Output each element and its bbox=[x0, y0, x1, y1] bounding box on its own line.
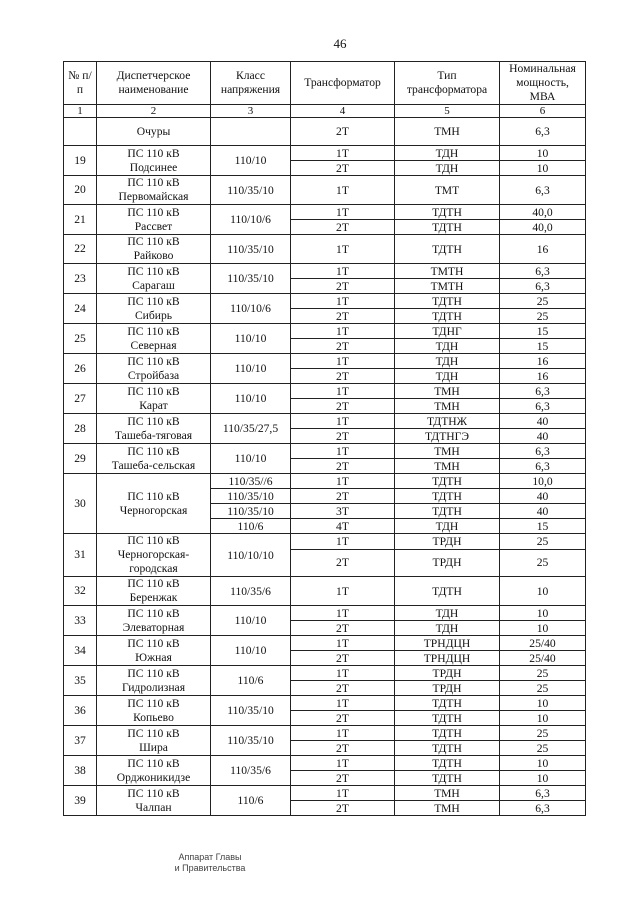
rated-power: 10 bbox=[500, 161, 586, 176]
transformer-type: ТРНДЦН bbox=[395, 651, 500, 666]
transformer-type: ТДН bbox=[395, 146, 500, 161]
dispatch-name bbox=[97, 146, 211, 176]
row-number: 26 bbox=[64, 354, 97, 384]
transformer-type: ТДТН bbox=[395, 577, 500, 606]
row-number: 29 bbox=[64, 444, 97, 474]
transformer-id: 1Т bbox=[291, 176, 395, 205]
transformer-type: ТМН bbox=[395, 459, 500, 474]
col-number: 4 bbox=[291, 105, 395, 118]
rated-power: 40 bbox=[500, 429, 586, 444]
header-name: Диспетчерское наименование bbox=[97, 62, 211, 105]
table-row bbox=[64, 118, 586, 146]
row-number: 30 bbox=[64, 474, 97, 534]
dispatch-name-line: ПС 110 кВ bbox=[127, 414, 180, 428]
dispatch-name bbox=[97, 444, 211, 474]
rated-power: 25 bbox=[500, 741, 586, 756]
transformer-type: ТДН bbox=[395, 606, 500, 621]
transformer-type: ТДН bbox=[395, 621, 500, 636]
transformer-type: ТДТН bbox=[395, 235, 500, 264]
transformer-type: ТДН bbox=[395, 369, 500, 384]
rated-power: 40 bbox=[500, 489, 586, 504]
transformer-type: ТДТН bbox=[395, 504, 500, 519]
voltage-class: 110/35/27,5 bbox=[211, 414, 291, 444]
dispatch-name-line: ПС 110 кВ bbox=[127, 324, 180, 338]
row-number: 21 bbox=[64, 205, 97, 235]
rated-power: 25 bbox=[500, 681, 586, 696]
col-number: 6 bbox=[500, 105, 586, 118]
row-number bbox=[64, 118, 97, 146]
dispatch-name-line: ПС 110 кВ bbox=[127, 786, 180, 800]
transformer-type: ТМН bbox=[395, 801, 500, 816]
dispatch-name bbox=[97, 324, 211, 354]
table-row bbox=[64, 384, 586, 399]
table-row bbox=[64, 294, 586, 309]
transformer-type: ТДТН bbox=[395, 696, 500, 711]
dispatch-name-line: ПС 110 кВ bbox=[127, 146, 180, 160]
footer-stamp bbox=[160, 852, 260, 874]
rated-power: 25 bbox=[500, 534, 586, 550]
transformer-type: ТДТН bbox=[395, 489, 500, 504]
transformer-id: 2Т bbox=[291, 771, 395, 786]
transformer-id: 1Т bbox=[291, 235, 395, 264]
transformer-id: 2Т bbox=[291, 399, 395, 414]
transformer-id: 1Т bbox=[291, 666, 395, 681]
dispatch-name-line: Элеваторная bbox=[122, 620, 185, 634]
table-row bbox=[64, 636, 586, 651]
transformer-id: 1Т bbox=[291, 474, 395, 489]
transformer-type: ТМН bbox=[395, 786, 500, 801]
row-number: 36 bbox=[64, 696, 97, 726]
dispatch-name bbox=[97, 534, 211, 577]
row-number: 31 bbox=[64, 534, 97, 577]
rated-power: 6,3 bbox=[500, 279, 586, 294]
dispatch-name bbox=[97, 235, 211, 264]
rated-power: 6,3 bbox=[500, 801, 586, 816]
voltage-class: 110/10/6 bbox=[211, 294, 291, 324]
voltage-class: 110/35/6 bbox=[211, 756, 291, 786]
dispatch-name bbox=[97, 294, 211, 324]
transformer-id: 2Т bbox=[291, 681, 395, 696]
rated-power: 10 bbox=[500, 606, 586, 621]
dispatch-name bbox=[97, 726, 211, 756]
footer-line: и Правительства bbox=[174, 863, 246, 873]
voltage-class: 110/6 bbox=[211, 519, 291, 534]
row-number: 22 bbox=[64, 235, 97, 264]
table-row bbox=[64, 786, 586, 801]
rated-power: 10 bbox=[500, 711, 586, 726]
dispatch-name bbox=[97, 636, 211, 666]
transformer-type: ТМТ bbox=[395, 176, 500, 205]
rated-power: 10 bbox=[500, 771, 586, 786]
transformer-id: 1Т bbox=[291, 534, 395, 550]
rated-power: 10 bbox=[500, 146, 586, 161]
dispatch-name-line: ПС 110 кВ bbox=[127, 384, 180, 398]
dispatch-name bbox=[97, 666, 211, 696]
dispatch-name bbox=[97, 786, 211, 816]
dispatch-name-line: Северная bbox=[130, 338, 177, 352]
transformer-id: 1Т bbox=[291, 294, 395, 309]
transformer-id: 2Т bbox=[291, 339, 395, 354]
transformer-id: 2Т bbox=[291, 621, 395, 636]
transformer-type: ТДТН bbox=[395, 726, 500, 741]
dispatch-name-line: ПС 110 кВ bbox=[127, 489, 180, 503]
row-number: 35 bbox=[64, 666, 97, 696]
dispatch-name-line: ПС 110 кВ bbox=[127, 444, 180, 458]
dispatch-name-line: Чалпан bbox=[135, 800, 172, 814]
voltage-class: 110/35/10 bbox=[211, 264, 291, 294]
rated-power: 40,0 bbox=[500, 205, 586, 220]
rated-power: 6,3 bbox=[500, 786, 586, 801]
dispatch-name-line: ПС 110 кВ bbox=[127, 294, 180, 308]
transformer-id: 1Т bbox=[291, 205, 395, 220]
dispatch-name-line: ПС 110 кВ bbox=[127, 666, 180, 680]
dispatch-name-line: Очуры bbox=[136, 124, 171, 138]
transformer-type: ТДН bbox=[395, 339, 500, 354]
table-row bbox=[64, 205, 586, 220]
dispatch-name-line: Гидролизная bbox=[121, 680, 186, 694]
table-row bbox=[64, 534, 586, 550]
table-row bbox=[64, 666, 586, 681]
transformer-id: 1Т bbox=[291, 696, 395, 711]
row-number: 38 bbox=[64, 756, 97, 786]
transformer-id: 2Т bbox=[291, 309, 395, 324]
rated-power: 10 bbox=[500, 756, 586, 771]
transformer-type: ТДНГ bbox=[395, 324, 500, 339]
dispatch-name bbox=[97, 205, 211, 235]
table-row bbox=[64, 414, 586, 429]
table-row bbox=[64, 444, 586, 459]
table-row bbox=[64, 264, 586, 279]
row-number: 34 bbox=[64, 636, 97, 666]
voltage-class: 110/10 bbox=[211, 606, 291, 636]
col-number: 2 bbox=[97, 105, 211, 118]
transformer-type: ТДТН bbox=[395, 741, 500, 756]
table-row bbox=[64, 235, 586, 264]
rated-power: 10,0 bbox=[500, 474, 586, 489]
voltage-class: 110/35/10 bbox=[211, 235, 291, 264]
rated-power: 25 bbox=[500, 549, 586, 576]
dispatch-name-line: ПС 110 кВ bbox=[127, 726, 180, 740]
transformer-type: ТДН bbox=[395, 161, 500, 176]
transformer-type: ТМТН bbox=[395, 279, 500, 294]
transformer-id: 2Т bbox=[291, 651, 395, 666]
rated-power: 25 bbox=[500, 294, 586, 309]
table-body bbox=[64, 118, 586, 816]
table-row bbox=[64, 354, 586, 369]
dispatch-name bbox=[97, 118, 211, 146]
col-number: 5 bbox=[395, 105, 500, 118]
dispatch-name-line: ПС 110 кВ bbox=[127, 235, 180, 248]
dispatch-name-line: ПС 110 кВ bbox=[127, 176, 180, 189]
col-number: 1 bbox=[64, 105, 97, 118]
row-number: 27 bbox=[64, 384, 97, 414]
rated-power: 6,3 bbox=[500, 399, 586, 414]
dispatch-name-line: Южная bbox=[135, 650, 172, 664]
page-number: 46 bbox=[333, 36, 347, 51]
transformer-type: ТДТН bbox=[395, 309, 500, 324]
dispatch-name-line: Стройбаза bbox=[127, 368, 180, 382]
table-row bbox=[64, 606, 586, 621]
transformer-type: ТДТНЖ bbox=[395, 414, 500, 429]
voltage-class: 110/6 bbox=[211, 786, 291, 816]
dispatch-name bbox=[97, 354, 211, 384]
voltage-class: 110/10/10 bbox=[211, 534, 291, 577]
transformer-type: ТРДН bbox=[395, 534, 500, 550]
row-number: 24 bbox=[64, 294, 97, 324]
transformer-id: 1Т bbox=[291, 636, 395, 651]
rated-power: 25 bbox=[500, 309, 586, 324]
rated-power: 6,3 bbox=[500, 444, 586, 459]
voltage-class: 110/35/6 bbox=[211, 577, 291, 606]
table-row bbox=[64, 756, 586, 771]
voltage-class: 110/10 bbox=[211, 384, 291, 414]
transformer-type: ТРНДЦН bbox=[395, 636, 500, 651]
row-number: 25 bbox=[64, 324, 97, 354]
dispatch-name-line: Рассвет bbox=[134, 219, 173, 233]
dispatch-name-line: Райково bbox=[133, 249, 174, 262]
dispatch-name-line: Ташеба-тяговая bbox=[114, 428, 193, 442]
transformer-id: 1Т bbox=[291, 146, 395, 161]
row-number: 39 bbox=[64, 786, 97, 816]
row-number: 37 bbox=[64, 726, 97, 756]
voltage-class: 110/10 bbox=[211, 324, 291, 354]
row-number: 20 bbox=[64, 176, 97, 205]
dispatch-name-line: ПС 110 кВ bbox=[127, 606, 180, 620]
transformer-id: 2Т bbox=[291, 459, 395, 474]
transformer-id: 2Т bbox=[291, 369, 395, 384]
transformer-id: 2Т bbox=[291, 711, 395, 726]
rated-power: 6,3 bbox=[500, 264, 586, 279]
voltage-class: 110/35/10 bbox=[211, 504, 291, 519]
transformer-type: ТДТНГЭ bbox=[395, 429, 500, 444]
dispatch-name bbox=[97, 414, 211, 444]
dispatch-name-line: Ташеба-сельская bbox=[111, 458, 196, 472]
dispatch-name-line: ПС 110 кВ bbox=[127, 534, 180, 547]
dispatch-name-line: ПС 110 кВ bbox=[127, 264, 180, 278]
dispatch-name-line: городская bbox=[129, 562, 178, 575]
transformer-type: ТРДН bbox=[395, 549, 500, 576]
header-voltage: Класс напряжения bbox=[211, 62, 291, 105]
rated-power: 25 bbox=[500, 726, 586, 741]
header-num: № п/п bbox=[64, 62, 97, 105]
dispatch-name bbox=[97, 384, 211, 414]
voltage-class: 110/35/10 bbox=[211, 696, 291, 726]
voltage-class: 110/35/10 bbox=[211, 176, 291, 205]
dispatch-name bbox=[97, 756, 211, 786]
dispatch-name-line: Черногорская- bbox=[117, 548, 190, 561]
transformer-id: 2Т bbox=[291, 549, 395, 576]
row-number: 19 bbox=[64, 146, 97, 176]
rated-power: 15 bbox=[500, 519, 586, 534]
voltage-class: 110/35/10 bbox=[211, 726, 291, 756]
rated-power: 16 bbox=[500, 235, 586, 264]
voltage-class: 110/10 bbox=[211, 146, 291, 176]
voltage-class: 110/35/10 bbox=[211, 489, 291, 504]
transformer-id: 1Т bbox=[291, 726, 395, 741]
table-row bbox=[64, 474, 586, 489]
voltage-class: 110/10 bbox=[211, 636, 291, 666]
rated-power: 10 bbox=[500, 696, 586, 711]
transformer-type: ТДТН bbox=[395, 711, 500, 726]
transformer-id: 1Т bbox=[291, 444, 395, 459]
voltage-class: 110/6 bbox=[211, 666, 291, 696]
transformer-id: 1Т bbox=[291, 756, 395, 771]
transformer-type: ТДН bbox=[395, 354, 500, 369]
rated-power: 15 bbox=[500, 324, 586, 339]
transformer-id: 2Т bbox=[291, 279, 395, 294]
header-type: Тип трансформатора bbox=[395, 62, 500, 105]
rated-power: 16 bbox=[500, 354, 586, 369]
rated-power: 10 bbox=[500, 577, 586, 606]
rated-power: 40 bbox=[500, 504, 586, 519]
voltage-class: 110/10 bbox=[211, 444, 291, 474]
dispatch-name bbox=[97, 577, 211, 606]
transformer-id: 2Т bbox=[291, 801, 395, 816]
rated-power: 25/40 bbox=[500, 651, 586, 666]
dispatch-name-line: Копьево bbox=[133, 710, 174, 724]
transformer-id: 2Т bbox=[291, 220, 395, 235]
transformer-id: 1Т bbox=[291, 786, 395, 801]
voltage-class bbox=[211, 118, 291, 146]
transformer-type: ТРДН bbox=[395, 666, 500, 681]
header-power: Номинальная мощность, МВА bbox=[500, 62, 586, 105]
dispatch-name bbox=[97, 696, 211, 726]
dispatch-name-line: Карат bbox=[139, 398, 168, 412]
transformer-id: 1Т bbox=[291, 606, 395, 621]
dispatch-name bbox=[97, 606, 211, 636]
transformer-type: ТДТН bbox=[395, 474, 500, 489]
transformer-id: 2Т bbox=[291, 489, 395, 504]
dispatch-name-line: Черногорская bbox=[119, 503, 188, 517]
row-number: 33 bbox=[64, 606, 97, 636]
dispatch-name-line: ПС 110 кВ bbox=[127, 756, 180, 770]
transformer-type: ТМН bbox=[395, 444, 500, 459]
col-number: 3 bbox=[211, 105, 291, 118]
transformer-type: ТМН bbox=[395, 399, 500, 414]
dispatch-name-line: ПС 110 кВ bbox=[127, 636, 180, 650]
dispatch-name-line: Подсинее bbox=[129, 160, 178, 174]
transformer-id: 1Т bbox=[291, 577, 395, 606]
transformer-type: ТРДН bbox=[395, 681, 500, 696]
row-number: 32 bbox=[64, 577, 97, 606]
rated-power: 25 bbox=[500, 666, 586, 681]
dispatch-name-line: Сарагаш bbox=[132, 278, 175, 292]
transformer-type: ТДТН bbox=[395, 205, 500, 220]
transformer-type: ТДТН bbox=[395, 756, 500, 771]
voltage-class: 110/10/6 bbox=[211, 205, 291, 235]
substation-table bbox=[63, 61, 586, 816]
rated-power: 25/40 bbox=[500, 636, 586, 651]
transformer-id: 1Т bbox=[291, 354, 395, 369]
rated-power: 16 bbox=[500, 369, 586, 384]
voltage-class: 110/35//6 bbox=[211, 474, 291, 489]
rated-power: 6,3 bbox=[500, 118, 586, 146]
rated-power: 40,0 bbox=[500, 220, 586, 235]
table-row bbox=[64, 577, 586, 606]
dispatch-name-line: ПС 110 кВ bbox=[127, 696, 180, 710]
transformer-type: ТДТН bbox=[395, 220, 500, 235]
transformer-id: 1Т bbox=[291, 414, 395, 429]
table-row bbox=[64, 324, 586, 339]
rated-power: 40 bbox=[500, 414, 586, 429]
voltage-class: 110/10 bbox=[211, 354, 291, 384]
dispatch-name-line: Беренжак bbox=[129, 591, 178, 604]
header-transformer: Трансформатор bbox=[291, 62, 395, 105]
transformer-id: 1Т bbox=[291, 264, 395, 279]
transformer-id: 2Т bbox=[291, 741, 395, 756]
rated-power: 10 bbox=[500, 621, 586, 636]
transformer-type: ТМН bbox=[395, 118, 500, 146]
transformer-type: ТДТН bbox=[395, 771, 500, 786]
transformer-id: 2Т bbox=[291, 429, 395, 444]
transformer-id: 1Т bbox=[291, 384, 395, 399]
table-row bbox=[64, 696, 586, 711]
transformer-id: 2Т bbox=[291, 118, 395, 146]
transformer-id: 3Т bbox=[291, 504, 395, 519]
rated-power: 6,3 bbox=[500, 176, 586, 205]
transformer-id: 2Т bbox=[291, 161, 395, 176]
transformer-id: 1Т bbox=[291, 324, 395, 339]
rated-power: 6,3 bbox=[500, 459, 586, 474]
footer-line: Аппарат Главы bbox=[178, 852, 242, 862]
rated-power: 15 bbox=[500, 339, 586, 354]
transformer-type: ТДН bbox=[395, 519, 500, 534]
dispatch-name bbox=[97, 474, 211, 534]
column-number-row bbox=[64, 105, 586, 118]
header-row bbox=[64, 62, 586, 105]
table-row bbox=[64, 176, 586, 205]
dispatch-name-line: Сибирь bbox=[134, 308, 173, 322]
dispatch-name bbox=[97, 264, 211, 294]
dispatch-name-line: ПС 110 кВ bbox=[127, 205, 180, 219]
rated-power: 6,3 bbox=[500, 384, 586, 399]
table-row bbox=[64, 146, 586, 161]
row-number: 28 bbox=[64, 414, 97, 444]
row-number: 23 bbox=[64, 264, 97, 294]
transformer-type: ТМТН bbox=[395, 264, 500, 279]
dispatch-name-line: Первомайская bbox=[118, 190, 189, 203]
dispatch-name-line: ПС 110 кВ bbox=[127, 577, 180, 590]
transformer-type: ТДТН bbox=[395, 294, 500, 309]
transformer-id: 4Т bbox=[291, 519, 395, 534]
dispatch-name bbox=[97, 176, 211, 205]
dispatch-name-line: Орджоникидзе bbox=[116, 770, 191, 784]
dispatch-name-line: Шира bbox=[139, 740, 168, 754]
transformer-type: ТМН bbox=[395, 384, 500, 399]
table-row bbox=[64, 726, 586, 741]
dispatch-name-line: ПС 110 кВ bbox=[127, 354, 180, 368]
